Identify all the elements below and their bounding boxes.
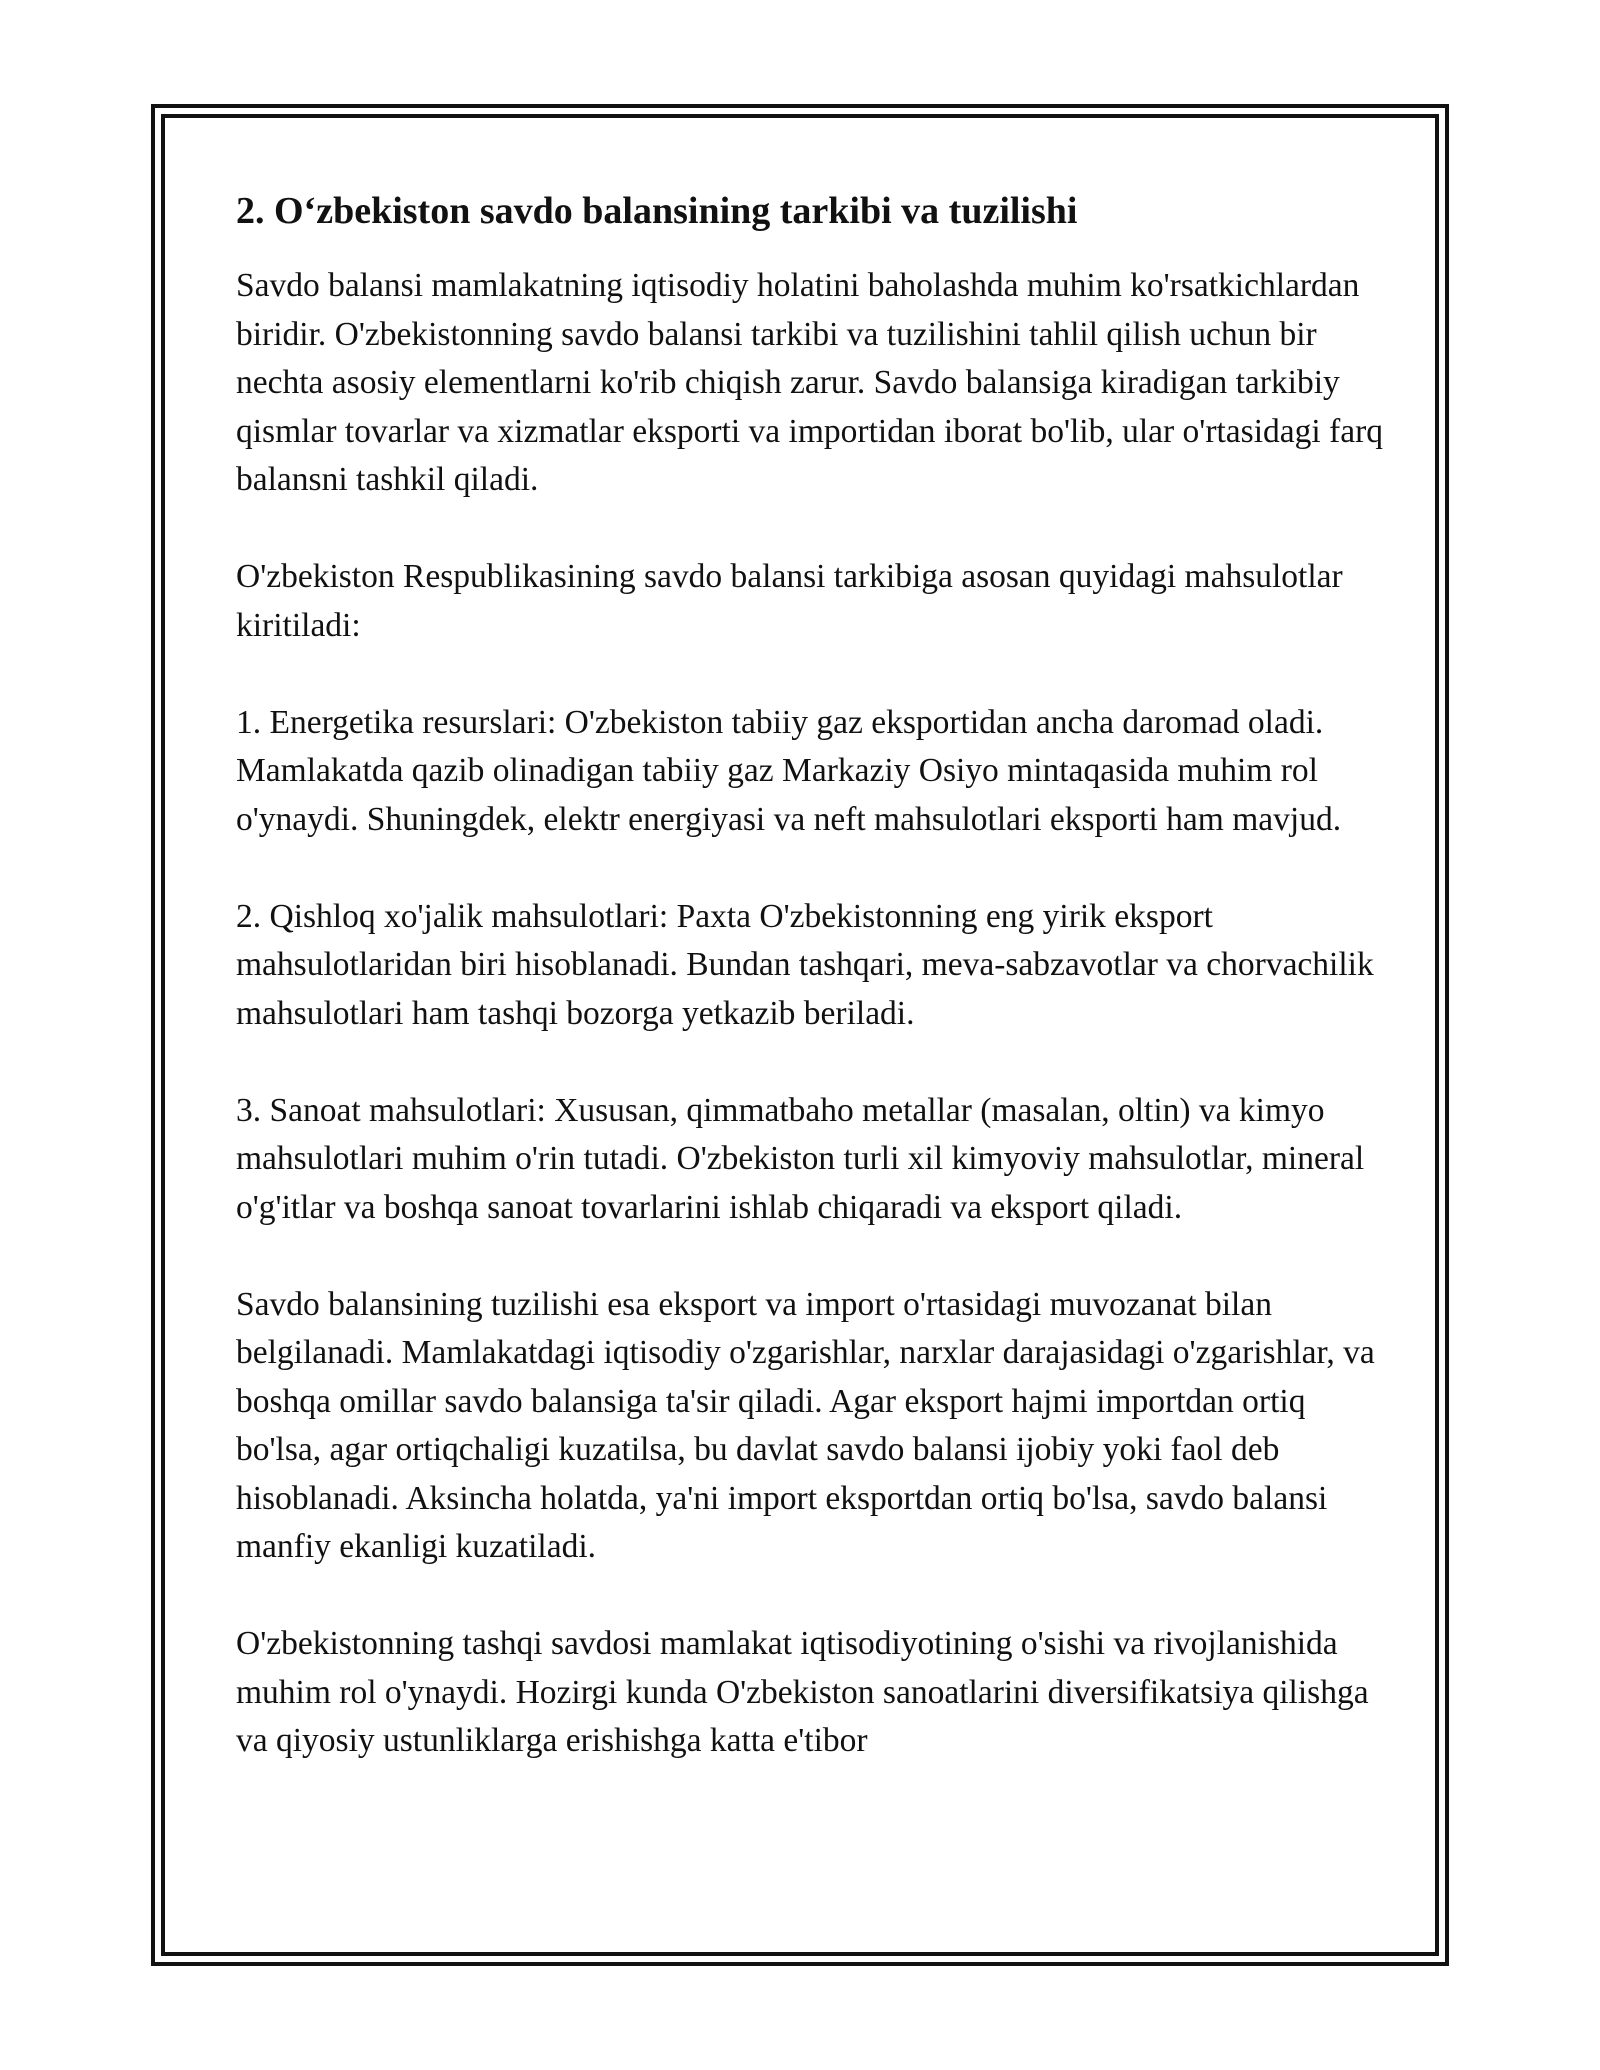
section-heading: 2. O‘zbekiston savdo balansining tarkibi va tuzilishi — [236, 190, 1078, 232]
page-content — [236, 186, 1386, 1814]
paragraph-structure: Savdo balansining tuzilishi esa eksport va import o'rtasidagi muvozanat bilan belgilanadi. Mamlakatdagi iqtisodiy o'zgarishlar, narxlar darajasidagi o'zgarishlar, va boshqa omillar savdo balansiga ta'sir qiladi. Agar eksport hajmi importdan ortiq bo'lsa, agar ortiqchaligi kuzatilsa, bu davlat savdo balansi ijobiy yoki faol deb hisoblanadi. Aksincha holatda, ya'ni import eksportdan ortiq bo'lsa, savdo balansi manfiy ekanligi kuzatiladi. — [236, 1285, 1375, 1565]
paragraph-intro: Savdo balansi mamlakatning iqtisodiy holatini baholashda muhim ko'rsatkichlardan biridir. O'zbekistonning savdo balansi tarkibi va tuzilishini tahlil qilish uchun bir nechta asosiy elementlarni ko'rib chiqish zarur. Savdo balansiga kiradigan tarkibiy qismlar tovarlar va xizmatlar eksporti va importidan iborat bo'lib, ular o'rtasidagi farq balansni tashkil qiladi. — [236, 267, 1383, 498]
paragraph-energy: 1. Energetika resurslari: O'zbekiston tabiiy gaz eksportidan ancha daromad oladi. Mamlakatda qazib olinadigan tabiiy gaz Markaziy Osiyo mintaqasida muhim rol o'ynaydi. Shuningdek, elektr energiyasi va neft mahsulotlari eksporti ham mavjud. — [236, 703, 1342, 838]
paragraph-composition: O'zbekiston Respublikasining savdo balansi tarkibiga asosan quyidagi mahsulotlar kiritiladi: — [236, 558, 1343, 644]
paragraph-agriculture: 2. Qishloq xo'jalik mahsulotlari: Paxta O'zbekistonning eng yirik eksport mahsulotlaridan biri hisoblanadi. Bundan tashqari, meva-sabzavotlar va chorvachilik mahsulotlari ham tashqi bozorga yetkazib beriladi. — [236, 897, 1374, 1032]
paragraph-foreign-trade: O'zbekistonning tashqi savdosi mamlakat iqtisodiyotining o'sishi va rivojlanishida muhim rol o'ynaydi. Hozirgi kunda O'zbekiston sanoatlarini diversifikatsiya qilishga va qiyosiy ustunliklarga erishishga katta e'tibor — [236, 1625, 1369, 1759]
paragraph-industry: 3. Sanoat mahsulotlari: Xususan, qimmatbaho metallar (masalan, oltin) va kimyo mahsulotlari muhim o'rin tutadi. O'zbekiston turli xil kimyoviy mahsulotlar, mineral o'g'itlar va boshqa sanoat tovarlarini ishlab chiqaradi va eksport qiladi. — [236, 1091, 1365, 1226]
